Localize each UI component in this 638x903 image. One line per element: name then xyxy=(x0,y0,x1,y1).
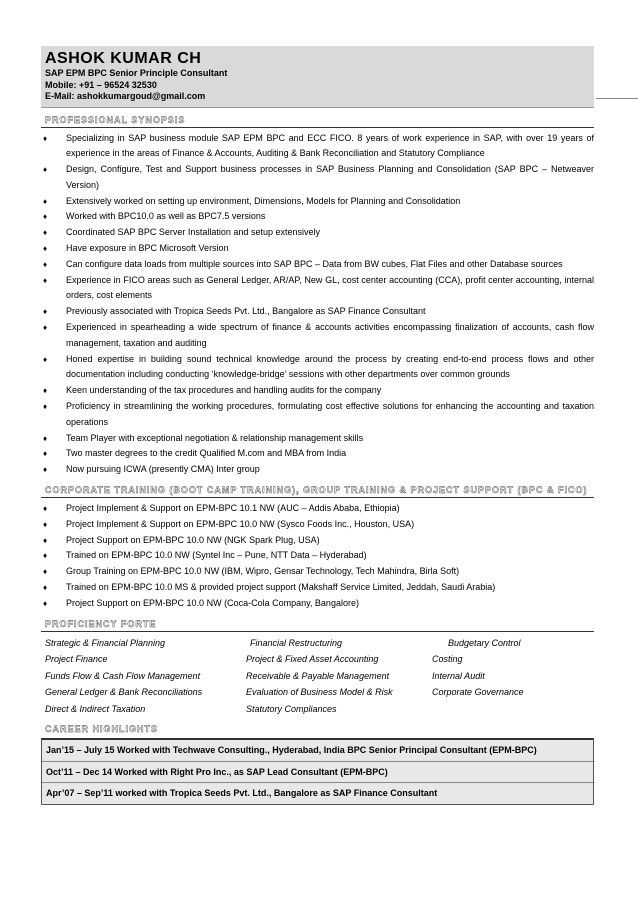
list-item: ♦ Can configure data loads from multiple sources into SAP BPC – Data from BW cubes, Flat Files and other Database sources xyxy=(41,257,594,273)
list-item: ♦ Now pursuing ICWA (presently CMA) Inter group xyxy=(41,462,594,478)
list-item: ♦ Keen understanding of the tax procedures and handling audits for the company xyxy=(41,383,594,399)
proficiency-heading: PROFICIENCY FORTE xyxy=(41,617,594,632)
list-item: ♦ Trained on EPM-BPC 10.0 NW (Syntel Inc – Pune, NTT Data – Hyderabad) xyxy=(41,548,594,564)
career-section xyxy=(41,722,594,805)
list-item: ♦ Honed expertise in building sound technical knowledge around the process by creating end-to-end process flows and other documentation including conducting ‘knowledge-bridge’ sessions with other departments over common grounds xyxy=(41,352,594,384)
list-item: ♦ Project Implement & Support on EPM-BPC 10.1 NW (AUC – Addis Ababa, Ethiopia) xyxy=(41,501,594,517)
list-item: ♦ Extensively worked on setting up environment, Dimensions, Models for Planning and Consolidation xyxy=(41,194,594,210)
skill-item: Receivable & Payable Management xyxy=(246,670,390,681)
list-item: ♦ Experienced in spearheading a wide spectrum of finance & accounts activities encompassing finalization of accounts, cash flow management, taxation and auditing xyxy=(41,320,594,352)
list-item: ♦ Proficiency in streamlining the working procedures, formulating cost effective solutions for enhancing the accounting and taxation operations xyxy=(41,399,594,431)
list-item: ♦ Group Training on EPM-BPC 10.0 NW (IBM, Wipro, Gensar Technology, Tech Mahindra, Birla Soft) xyxy=(41,564,594,580)
list-item: ♦ Project Implement & Support on EPM-BPC 10.0 NW (Sysco Foods Inc., Houston, USA) xyxy=(41,517,594,533)
training-section xyxy=(41,483,594,612)
skill-item: Statutory Compliances xyxy=(246,703,337,714)
candidate-name: ASHOK KUMAR CH xyxy=(45,50,202,67)
skill-item: Corporate Governance xyxy=(432,687,524,698)
resume-header xyxy=(41,46,594,108)
training-heading: CORPORATE TRAINING (BOOT CAMP TRAINING), GROUP TRAINING & PROJECT SUPPORT (BPC & FICO) xyxy=(41,483,594,498)
resume-page xyxy=(41,46,594,805)
career-row: Oct’11 – Dec 14 Worked with Right Pro Inc., as SAP Lead Consultant (EPM-BPC) xyxy=(42,762,593,784)
skill-item: Strategic & Financial Planning xyxy=(45,637,166,648)
candidate-title: SAP EPM BPC Senior Principle Consultant xyxy=(45,68,228,78)
training-list xyxy=(41,501,594,612)
list-item: ♦ Coordinated SAP BPC Server Installation and setup extensively xyxy=(41,225,594,241)
career-row: Jan’15 – July 15 Worked with Techwave Consulting., Hyderabad, India BPC Senior Principal Consultant (EPM-BPC) xyxy=(42,740,593,762)
list-item: ♦ Two master degrees to the credit Qualified M.com and MBA from India xyxy=(41,446,594,462)
synopsis-list xyxy=(41,131,594,479)
list-item: ♦ Trained on EPM-BPC 10.0 MS & provided project support (Makshaff Service Limited, Jeddah, Saudi Arabia) xyxy=(41,580,594,596)
synopsis-section xyxy=(41,113,594,479)
proficiency-grid xyxy=(41,635,594,718)
skill-item: Project Finance xyxy=(45,654,108,665)
skill-item: General Ledger & Bank Reconciliations xyxy=(45,687,203,698)
list-item: ♦ Experience in FICO areas such as General Ledger, AR/AP, New GL, cost center accounting (CCA), profit center accounting, internal orders, cost elements xyxy=(41,273,594,305)
list-item: ♦ Specializing in SAP business module SAP EPM BPC and ECC FICO. 8 years of work experience in SAP, with over 19 years of experience in the areas of Finance & Accounts, Auditing & Bank Reconciliation and Statutory Compliance xyxy=(41,131,594,163)
synopsis-heading: PROFESSIONAL SYNOPSIS xyxy=(41,113,594,128)
skill-item: Direct & Indirect Taxation xyxy=(45,703,146,714)
candidate-mobile: Mobile: +91 – 96524 32530 xyxy=(45,79,157,90)
list-item: ♦ Project Support on EPM-BPC 10.0 NW (Coca-Cola Company, Bangalore) xyxy=(41,596,594,612)
skill-item: Project & Fixed Asset Accounting xyxy=(246,654,379,665)
list-item: ♦ Team Player with exceptional negotiation & relationship management skills xyxy=(41,431,594,447)
list-item: ♦ Project Support on EPM-BPC 10.0 NW (NGK Spark Plug, USA) xyxy=(41,533,594,549)
list-item: ♦ Worked with BPC10.0 as well as BPC7.5 versions xyxy=(41,209,594,225)
skill-item: Costing xyxy=(432,654,463,665)
proficiency-section xyxy=(41,617,594,718)
skill-item: Budgetary Control xyxy=(448,637,521,648)
career-heading: CAREER HIGHLIGHTS xyxy=(45,724,159,735)
list-item: ♦ Design, Configure, Test and Support business processes in SAP Business Planning and Consolidation (SAP BPC – Netweaver Version) xyxy=(41,162,594,194)
skill-item: Funds Flow & Cash Flow Management xyxy=(45,670,201,681)
skill-item: Evaluation of Business Model & Risk xyxy=(246,687,393,698)
list-item: ♦ Have exposure in BPC Microsoft Version xyxy=(41,241,594,257)
career-table xyxy=(41,738,594,805)
skill-item: Financial Restructuring xyxy=(250,637,343,648)
career-row: Apr’07 – Sep’11 worked with Tropica Seeds Pvt. Ltd., Bangalore as SAP Finance Consultant xyxy=(42,783,593,804)
skill-item xyxy=(432,701,592,718)
candidate-email: E-Mail: ashokkumargoud@gmail.com xyxy=(45,91,206,101)
header-edge-rule xyxy=(596,98,638,99)
list-item: ♦ Previously associated with Tropica Seeds Pvt. Ltd., Bangalore as SAP Finance Consultant xyxy=(41,304,594,320)
skill-item: Internal Audit xyxy=(432,670,485,681)
